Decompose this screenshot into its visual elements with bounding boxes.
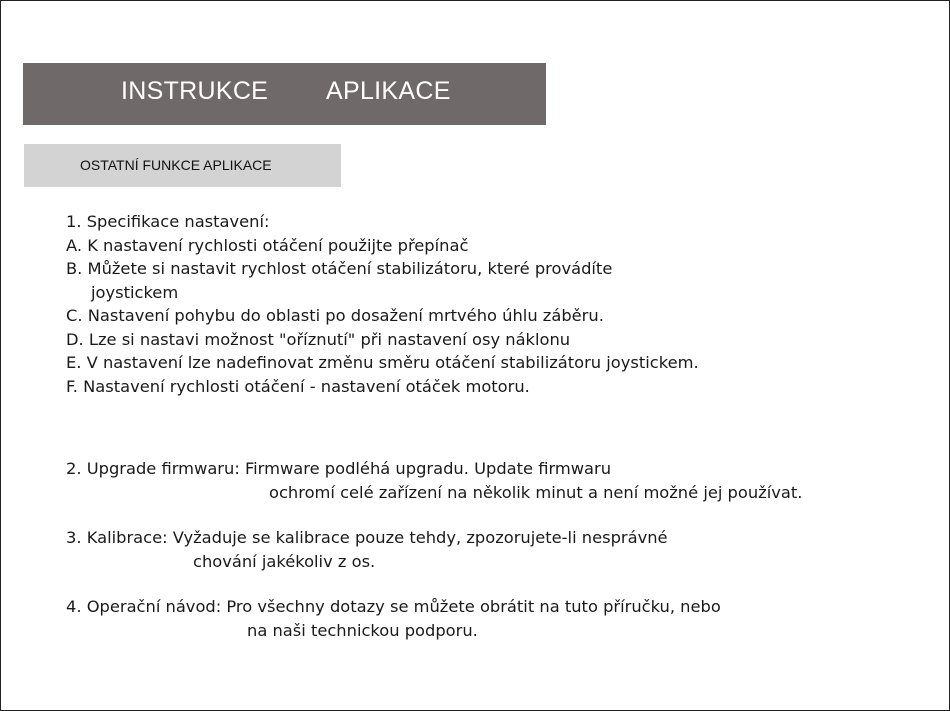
header-title-aplikace: APLIKACE — [326, 77, 451, 105]
header-bar — [23, 63, 546, 125]
calibration-block — [66, 526, 886, 573]
manual-line-2: na naši technickou podporu. — [247, 620, 478, 640]
spec-item-b-continuation: joystickem — [91, 282, 179, 302]
manual-line-1: 4. Operační návod: Pro všechny dotazy se můžete obrátit na tuto příručku, nebo — [66, 597, 721, 616]
spec-block — [66, 210, 886, 398]
spec-item-e: E. V nastavení lze nadefinovat změnu směru otáčení stabilizátoru joystickem. — [66, 353, 699, 372]
spec-item-a: A. K nastavení rychlosti otáčení použijte přepínač — [66, 235, 469, 255]
spec-item-d: D. Lze si nastavi možnost "oříznutí" při nastavení osy náklonu — [66, 329, 571, 349]
spec-item-f: F. Nastavení rychlosti otáčení - nastavení otáček motoru. — [66, 376, 530, 396]
spec-heading: 1. Specifikace nastavení: — [66, 212, 270, 231]
upgrade-line-2: ochromí celé zařízení na několik minut a není možné jej používat. — [269, 482, 803, 502]
section-title: OSTATNÍ FUNKCE APLIKACE — [80, 157, 272, 173]
instructions-content — [66, 210, 886, 642]
calibration-line-2: chování jakékoliv z os. — [193, 551, 376, 571]
spec-item-b: B. Můžete si nastavit rychlost otáčení stabilizátoru, které provádíte — [66, 259, 613, 278]
upgrade-block — [66, 457, 886, 504]
calibration-line-1: 3. Kalibrace: Vyžaduje se kalibrace pouze tehdy, zpozorujete-li nesprávné — [66, 528, 668, 547]
header-title-instrukce: INSTRUKCE — [121, 77, 269, 105]
manual-block — [66, 595, 886, 642]
spec-item-c: C. Nastavení pohybu do oblasti po dosažení mrtvého úhlu záběru. — [66, 306, 604, 325]
upgrade-line-1: 2. Upgrade firmwaru: Firmware podléhá upgradu. Update firmwaru — [66, 459, 612, 478]
section-bar — [24, 144, 341, 187]
